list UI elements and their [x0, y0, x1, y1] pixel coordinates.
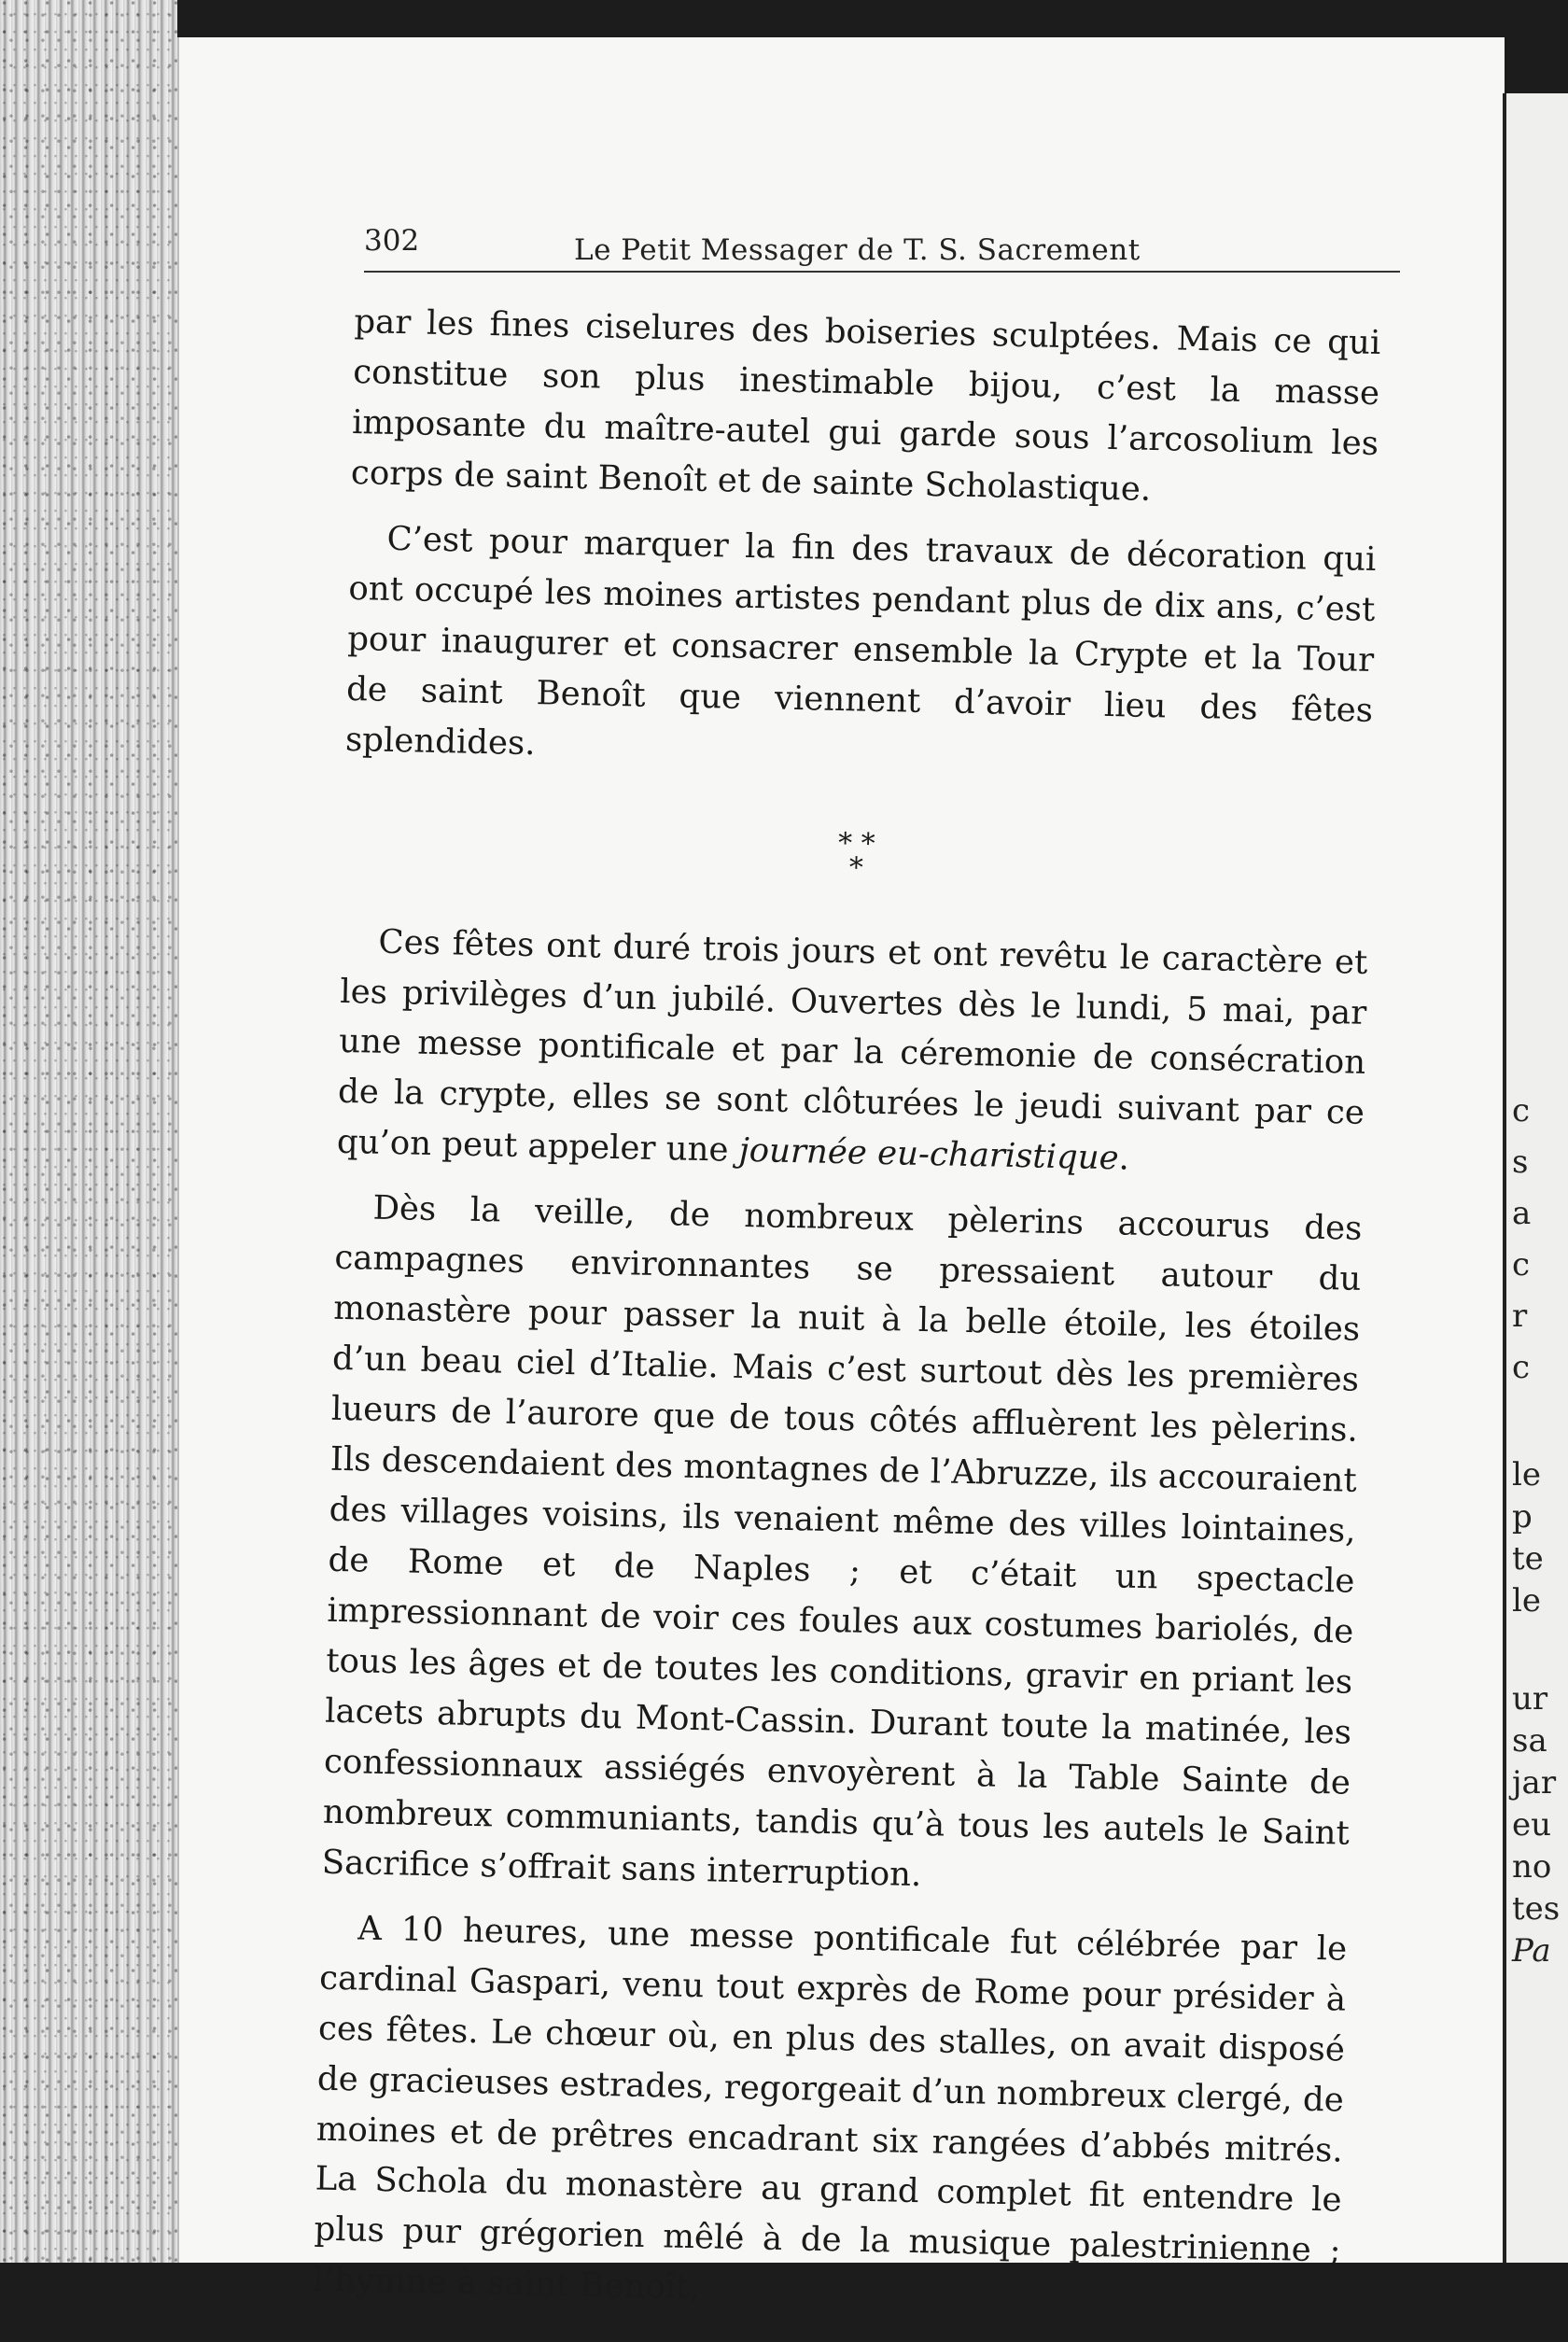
page-number: 302 — [364, 224, 420, 258]
paragraph-3-text: Ces fêtes ont duré trois jours et ont revêtu le caractère et les privilèges d’un jubilé. Ouvertes dès le lundi, 5 mai, par une messe pontificale et par la céremonie de consécration de la crypte, elles se sont clôturées le jeudi suivant par ce qu’on peut appeler une — [336, 922, 1368, 1171]
facing-page-fragment: ur — [1512, 1680, 1548, 1718]
facing-page-fragment: le — [1512, 1582, 1541, 1620]
facing-page-fragment: c — [1512, 1349, 1531, 1386]
running-title: Le Petit Messager de T. S. Sacrement — [574, 233, 1141, 267]
facing-page-fragment: c — [1512, 1246, 1531, 1283]
facing-page-fragment: a — [1512, 1195, 1532, 1232]
facing-page-edge — [1503, 93, 1568, 2263]
paragraph-2: C’est pour marquer la fin des travaux de décoration qui ont occupé les moines artistes pendant plus de dix ans, c’est pour inaugurer et consacrer ensemble la Crypte et la Tour de saint Benoît que viennent d’avoir lieu des fêtes splendides. — [344, 519, 1377, 763]
paragraph-4: Dès la veille, de nombreux pèlerins accourus des campagnes environnantes se pressaient autour du monastère pour passer la nuit à la belle étoile, les étoiles d’un beau ciel d’Italie. Mais c’est surtout dès les premières lueurs de l’aurore que de tous côtés affluèrent les pèlerins. Ils descendaient des montagnes de l’Abruzze, ils accouraient des villages voisins, ils venaient même des villes lointaines, de Rome et de Naples ; et c’était un spectacle impressionnant de voir ces foules aux costumes bariolés, de tous les âges et de toutes les conditions, gravir en priant les lacets abrupts du Mont-Cassin. Durant toute la matinée, les confessionnaux assiégés envoyèrent à la Table Sainte de nombreux communiants, tandis qu’à tous les autels le Saint Sacrifice s’offrait sans interruption. — [321, 1188, 1363, 1894]
facing-page-fragment: p — [1512, 1498, 1533, 1536]
facing-page-fragment: te — [1512, 1540, 1544, 1578]
page-header — [364, 215, 1400, 273]
page-stack-gutter — [0, 0, 177, 2263]
paragraph-3-end: . — [1118, 1139, 1130, 1178]
section-asterism — [343, 820, 1370, 891]
facing-page-fragment: r — [1512, 1297, 1528, 1335]
facing-page-fragment: Pa — [1512, 1932, 1551, 1970]
facing-page-fragment: jar — [1512, 1764, 1557, 1802]
paragraph-5: A 10 heures, une messe pontificale fut célébrée par le cardinal Gaspari, venu tout exprès de Rome pour présider à ces fêtes. Le chœur où, en plus des stalles, on avait disposé de gracieuses estrades, regorgeait d’un nombreux clergé, de moines et de prêtres encadrant six rangées d’abbés mitrés. La Schola du monastère au grand complet fit entendre le plus pur grégorien mêlé à de la musique palestrinienne ; l’hymne à saint Benoît, — [313, 1909, 1348, 2307]
asterism-bottom: * — [848, 850, 864, 885]
facing-page-fragment: sa — [1512, 1722, 1547, 1760]
facing-page-fragment: c — [1512, 1092, 1531, 1129]
body-text — [313, 297, 1381, 2342]
facing-page-fragment: no — [1512, 1848, 1552, 1886]
facing-page-fragment: tes — [1512, 1890, 1561, 1928]
paragraph-1: par les fines ciselures des boiseries sculptées. Mais ce qui constitue son plus inestimable bijou, c’est la masse imposante du maître-autel gui garde sous l’arcosolium les corps de saint Benoît et de sainte Scholastique. — [350, 302, 1381, 509]
facing-page-fragment: s — [1512, 1143, 1529, 1181]
paragraph-3 — [336, 916, 1367, 1189]
facing-page-fragment: eu — [1512, 1806, 1552, 1844]
facing-page-fragment: le — [1512, 1456, 1541, 1494]
asterism-top: * * — [837, 826, 875, 861]
italic-phrase: journée eu-charistique — [738, 1131, 1120, 1178]
